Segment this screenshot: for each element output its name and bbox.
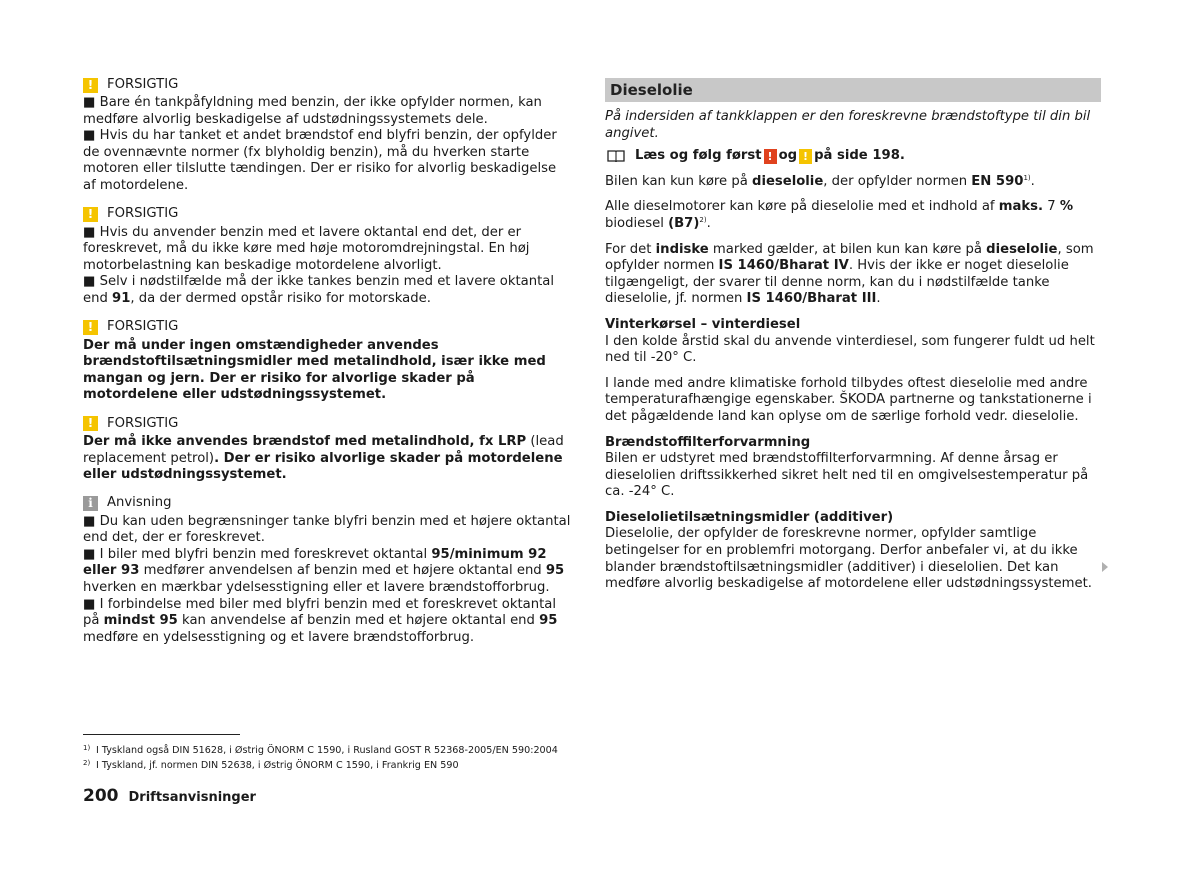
- text-run: ■ Selv i nødstilfælde må der ikke tankes benzin med et lavere oktantal end: [83, 274, 555, 306]
- warning-label: FORSIGTIG: [107, 206, 179, 222]
- warning-yellow-icon[interactable]: !: [799, 149, 812, 164]
- warning-icon: !: [83, 416, 98, 431]
- footnote-mark: 2): [83, 759, 91, 767]
- warning-icon: !: [83, 320, 98, 335]
- text-run: , da der dermed opstår risiko for motorskade.: [130, 290, 431, 306]
- text-run: Alle dieselmotorer kan køre på dieselolie med et indhold af: [605, 199, 999, 215]
- warning-block-4: [83, 415, 573, 484]
- paragraph-winter: I den kolde årstid skal du anvende vinterdiesel, som fungerer fuldt ud helt ned til -20° C.: [605, 333, 1095, 366]
- warning-block-3: [83, 319, 573, 404]
- note-text: [83, 597, 573, 647]
- note-block: [83, 495, 573, 647]
- warning-block-2: [83, 206, 573, 308]
- warning-label: FORSIGTIG: [107, 415, 179, 431]
- subheading-winter: Vinterkørsel – vinterdiesel: [605, 316, 801, 332]
- text-run-bold: . Der er risiko alvorlige skader på motordelene eller udstødningssystemet.: [83, 450, 563, 483]
- warning-header: [83, 206, 573, 224]
- warning-text: ■ Hvis du har tanket et andet brændstof end blyfri benzin, der opfylder de ovennævnte normer (fx blyholdig benzin), må du hverken starte motoren eller tilslutte tændingen. Der er risiko for alvorlig beskadigelse af motordelene.: [83, 128, 557, 193]
- text-run-bold: dieselolie: [986, 241, 1058, 257]
- footnote-text: I Tyskland også DIN 51628, i Østrig ÖNORM C 1590, i Rusland GOST R 52368-2005/EN 590:2004: [96, 745, 558, 756]
- text-run-bold: IS 1460/Bharat IV: [718, 258, 849, 274]
- text-run-bold: maks.: [998, 199, 1044, 215]
- reference-line: [605, 148, 1101, 165]
- text-run: .: [876, 291, 881, 307]
- text-run: Bilen kan kun køre på: [605, 173, 752, 189]
- text-run-bold: 91: [112, 290, 131, 306]
- paragraph-india: [605, 242, 1101, 308]
- subheading-filter: Brændstoffilterforvarmning: [605, 434, 811, 450]
- warning-text: ■ Hvis du anvender benzin med et lavere oktantal end det, der er foreskrevet, må du ikke køre med høje motoromdrejningstal. En høj motorbelastning kan beskadige motordelene alvorligt.: [83, 224, 530, 273]
- paragraph-additives: Dieselolie, der opfylder de foreskrevne normer, opfylder samtlige betingelser for en problemfri motorgang. Derfor anbefaler vi, at du ikke blander brændstoftilsætningsmidler (additiver) i dieselolien. Det kan medføre alvorlig beskadigelse af motordelene eller udstødningssystemet.: [605, 526, 1092, 592]
- warning-red-icon[interactable]: !: [764, 149, 777, 164]
- text-run-bold: Der må ikke anvendes brændstof med metalindhold, fx LRP: [83, 433, 527, 449]
- warning-text: Der må under ingen omstændigheder anvendes brændstoftilsætningsmidler med metalindhold, især ikke med mangan og jern. Der er risiko for alvorlige skader på motordelene eller udstødningssystemet.: [83, 337, 546, 403]
- text-run: (lead replacement petrol): [83, 433, 564, 466]
- reference-text: og: [778, 148, 798, 164]
- note-text: ■ Du kan uden begrænsninger tanke blyfri benzin med et højere oktantal end det, der er foreskrevet.: [83, 513, 571, 546]
- right-column: [605, 76, 1101, 593]
- text-run: . Hvis der ikke er noget dieselolie tilgængeligt, der svarer til denne norm, kan du i nødstilfælde tanke dieselolie, jf. normen: [605, 258, 1069, 307]
- text-run-bold: IS 1460/Bharat III: [746, 291, 877, 307]
- warning-header: [83, 319, 573, 337]
- footnote-ref: 2): [699, 215, 707, 224]
- continue-arrow-icon: [1102, 562, 1108, 572]
- text-run-bold: dieselolie: [752, 173, 824, 189]
- text-run: kan anvendelse af benzin med et højere oktantal end: [177, 613, 540, 629]
- footnote: [83, 743, 558, 758]
- warning-text: [83, 274, 573, 307]
- footnote-mark: 1): [83, 744, 91, 752]
- warning-text: ■ Bare én tankpåfyldning med benzin, der ikke opfylder normen, kan medføre alvorlig beskadigelse af udstødningssystemets dele.: [83, 95, 542, 127]
- text-run-bold: mindst 95: [103, 613, 178, 629]
- paragraph-diesel-norm: [605, 174, 1101, 191]
- intro-text: På indersiden af tankklappen er den foreskrevne brændstoftype til din bil angivet.: [605, 109, 1091, 141]
- footnote: [83, 758, 558, 773]
- page-number: 200: [83, 786, 119, 806]
- subheading-additives: Dieselolietilsætningsmidler (additiver): [605, 509, 894, 525]
- warning-header: [83, 415, 573, 433]
- footnotes: [83, 743, 558, 773]
- warning-label: FORSIGTIG: [107, 319, 179, 335]
- text-run: 7: [1043, 199, 1060, 215]
- reference-page-link[interactable]: på side 198.: [814, 148, 905, 164]
- warning-text: [83, 434, 573, 484]
- paragraph-biodiesel: [605, 199, 1101, 232]
- text-run: .: [706, 215, 711, 231]
- text-run-bold: indiske: [655, 241, 709, 257]
- footnote-ref: 1): [1023, 173, 1031, 182]
- paragraph-climate: I lande med andre klimatiske forhold tilbydes oftest dieselolie med andre temperaturafhængige egenskaber. ŠKODA partnerne og tankstationerne i det pågældende land kan oplyse om de særlige forhold vedr. dieselolie.: [605, 375, 1092, 424]
- info-icon: i: [83, 496, 98, 511]
- book-icon: [607, 149, 625, 163]
- text-run-bold: EN 590: [971, 173, 1024, 189]
- text-run-bold: (B7): [668, 215, 700, 231]
- warning-icon: !: [83, 78, 98, 93]
- paragraph-filter: Bilen er udstyret med brændstoffilterforvarmning. Af denne årsag er dieselolien driftssikkerhed sikret helt ned til en omgivelsestemperatur på ca. -24° C.: [605, 451, 1089, 500]
- text-run: ■ I biler med blyfri benzin med foreskrevet oktantal: [83, 546, 432, 562]
- note-text: [83, 547, 573, 597]
- text-run: hverken en mærkbar ydelsesstigning eller et lavere brændstofforbrug.: [83, 580, 550, 596]
- text-run-bold: %: [1059, 199, 1074, 215]
- text-run: , som opfylder normen: [605, 241, 1094, 274]
- text-run-bold: 95/minimum 92 eller 93: [83, 546, 547, 579]
- section-name: Driftsanvisninger: [128, 790, 256, 805]
- text-run: For det: [605, 241, 656, 257]
- page-footer: [83, 786, 256, 806]
- note-header: [83, 495, 573, 513]
- text-run: .: [1030, 173, 1035, 189]
- section-title: Dieselolie: [605, 78, 1101, 102]
- text-run: biodiesel: [605, 215, 669, 231]
- text-run: marked gælder, at bilen kun kan køre på: [708, 241, 987, 257]
- text-run: , der opfylder normen: [823, 173, 972, 189]
- footnote-text: I Tyskland, jf. normen DIN 52638, i Østrig ÖNORM C 1590, i Frankrig EN 590: [96, 760, 459, 771]
- text-run-bold: 95: [545, 563, 565, 579]
- text-run-bold: 95: [539, 613, 558, 629]
- warning-block-1: [83, 76, 573, 195]
- text-run: medfører anvendelsen af benzin med et højere oktantal end: [139, 563, 546, 579]
- warning-header: [83, 76, 573, 94]
- text-run: medføre en ydelsesstigning og et lavere brændstofforbrug.: [83, 629, 475, 645]
- reference-text: Læs og følg først: [635, 148, 762, 164]
- footnote-divider: [83, 734, 240, 735]
- warning-label: FORSIGTIG: [107, 76, 179, 92]
- left-column: [83, 76, 573, 646]
- note-label: Anvisning: [107, 495, 172, 511]
- text-run: ■ I forbindelse med biler med blyfri benzin med et foreskrevet oktantal på: [83, 596, 557, 629]
- warning-icon: !: [83, 207, 98, 222]
